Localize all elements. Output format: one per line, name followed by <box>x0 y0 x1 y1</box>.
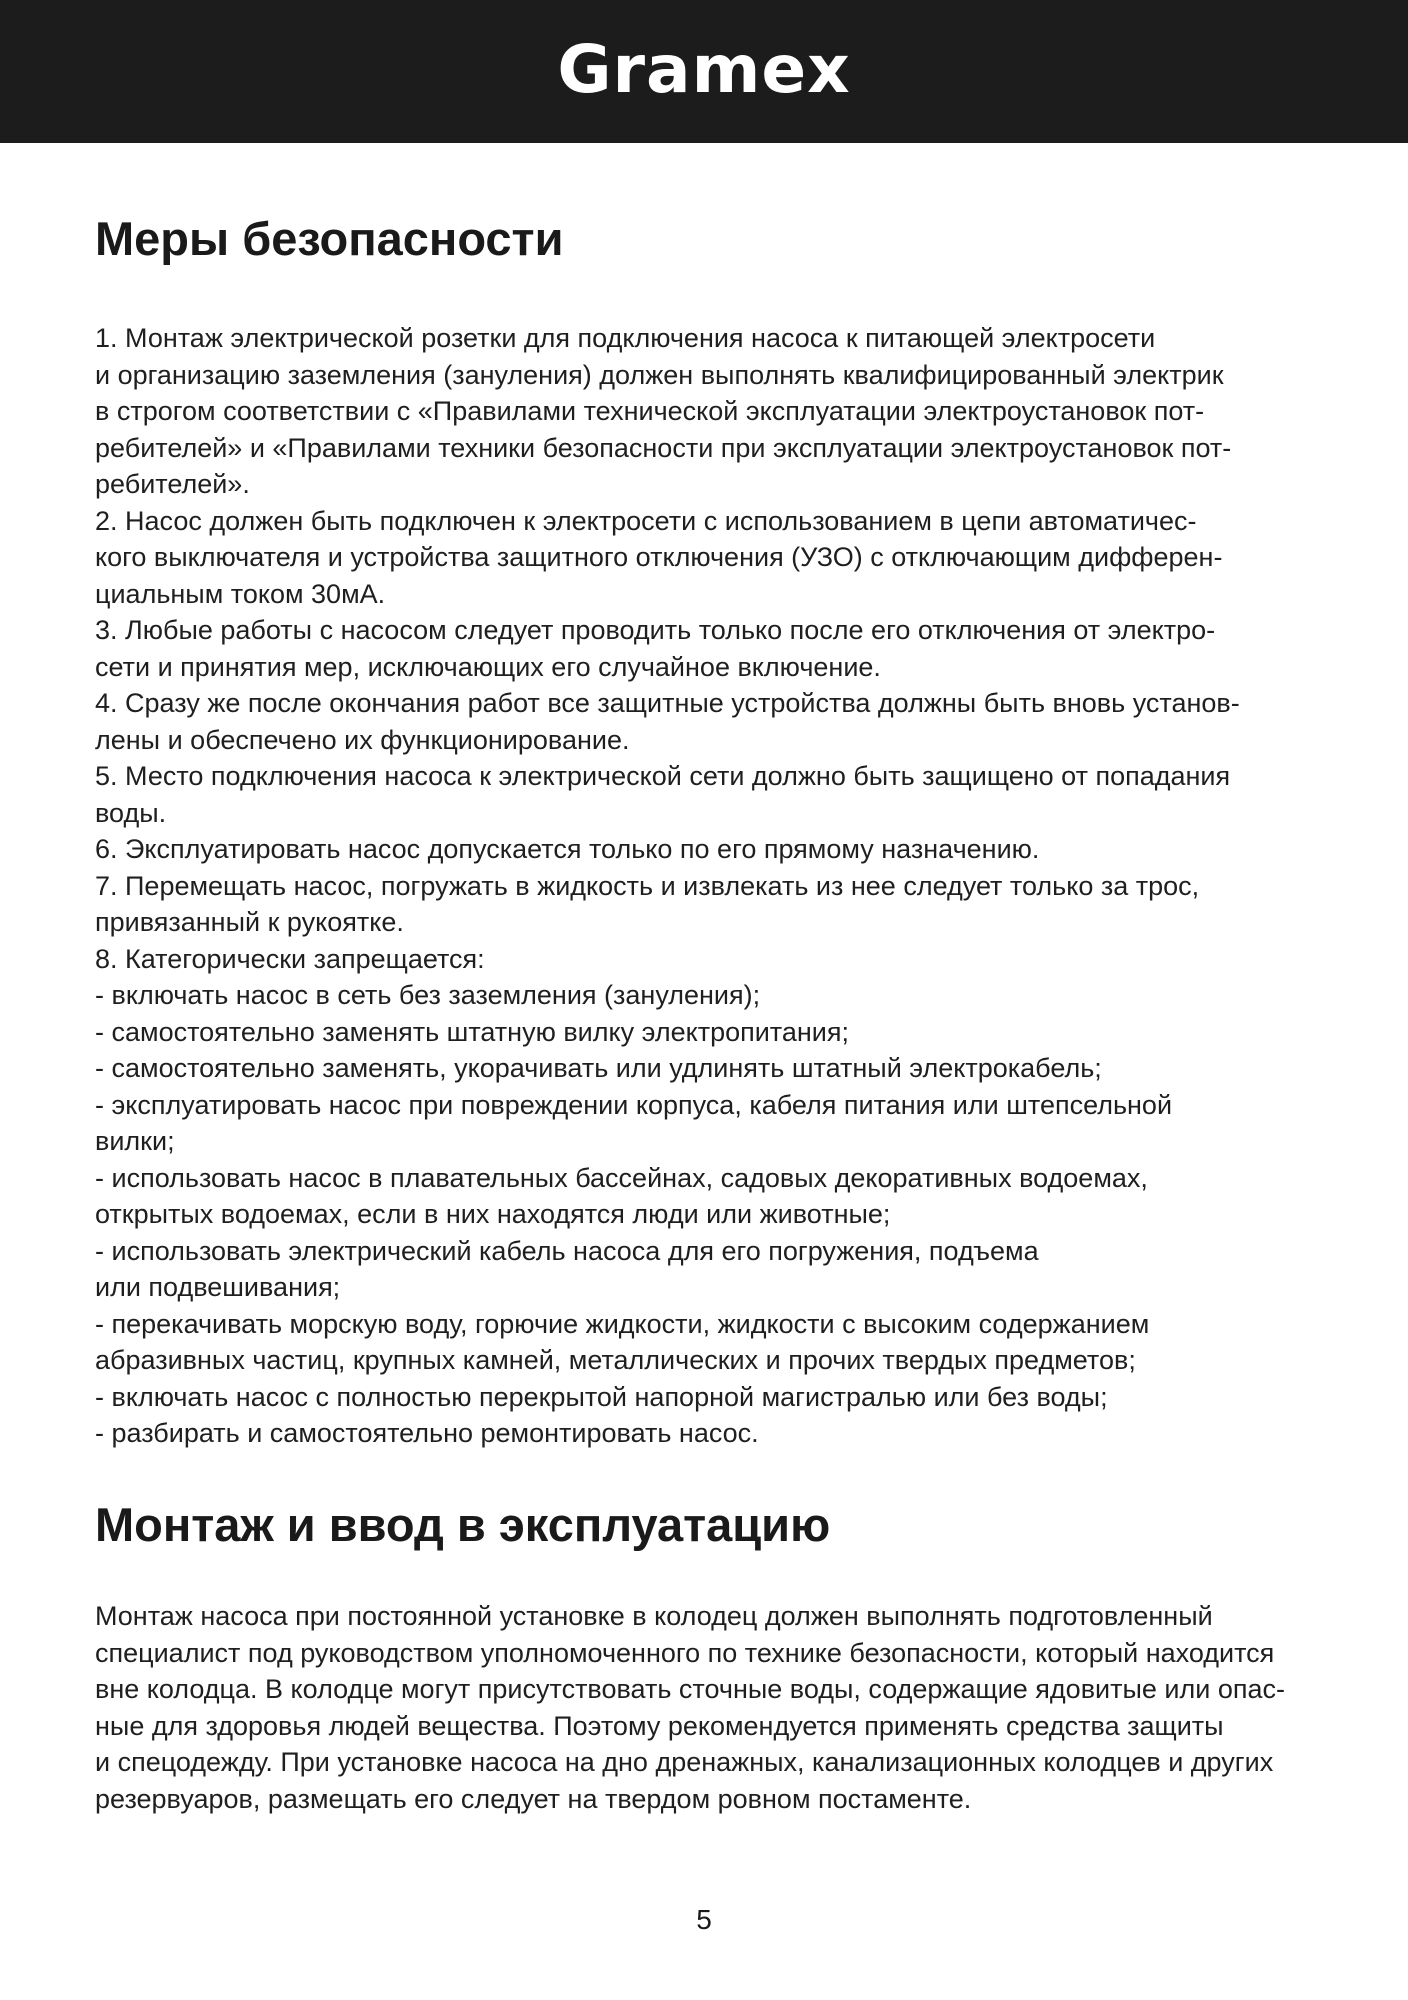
text-line: сети и принятия мер, исключающих его случайное включение. <box>95 651 881 682</box>
text-line: - использовать насос в плавательных бассейнах, садовых декоративных водоемах, <box>95 1162 1148 1193</box>
installation-section-title: Монтаж и ввод в эксплуатацию <box>95 1498 831 1551</box>
text-line: кого выключателя и устройства защитного отключения (УЗО) с отключающим дифферен- <box>95 542 1223 572</box>
text-line: 8. Категорически запрещается: <box>95 943 485 974</box>
safety-section-title: Меры безопасности <box>95 212 564 265</box>
text-line: - включать насос в сеть без заземления (зануления); <box>95 980 761 1010</box>
text-line: воды. <box>95 797 167 828</box>
text-line: и организацию заземления (зануления) должен выполнять квалифицированный электрик <box>95 359 1224 390</box>
page-number: 5 <box>696 1904 712 1935</box>
text-line: или подвешивания; <box>95 1272 341 1302</box>
text-line: 4. Сразу же после окончания работ все защитные устройства должны быть вновь установ- <box>95 688 1240 718</box>
text-line: привязанный к рукоятке. <box>95 907 404 937</box>
text-line: - эксплуатировать насос при повреждении корпуса, кабеля питания или штепсельной <box>95 1089 1173 1120</box>
text-line: вне колодца. В колодце могут присутствовать сточные воды, содержащие ядовитые или опас- <box>95 1674 1285 1704</box>
text-line: - разбирать и самостоятельно ремонтировать насос. <box>95 1418 759 1448</box>
gramex-logo: Gramex <box>557 31 851 108</box>
text-line: открытых водоемах, если в них находятся люди или животные; <box>95 1199 891 1229</box>
text-line: 6. Эксплуатировать насос допускается только по его прямому назначению. <box>95 834 1040 864</box>
text-line: ные для здоровья людей вещества. Поэтому рекомендуется применять средства защиты <box>95 1710 1224 1741</box>
text-line: специалист под руководством уполномоченного по технике безопасности, который находится <box>95 1637 1275 1668</box>
text-line: ребителей» и «Правилами техники безопасности при эксплуатации электроустановок пот- <box>95 432 1232 463</box>
text-line: 1. Монтаж электрической розетки для подключения насоса к питающей электросети <box>95 323 1156 353</box>
page-header <box>0 0 1408 143</box>
text-line: абразивных частиц, крупных камней, металлических и прочих твердых предметов; <box>95 1345 1136 1375</box>
text-line: и спецодежду. При установке насоса на дно дренажных, канализационных колодцев и других <box>95 1747 1274 1777</box>
text-line: - использовать электрический кабель насоса для его погружения, подъема <box>95 1235 1039 1266</box>
text-line: 5. Место подключения насоса к электрической сети должно быть защищено от попадания <box>95 761 1231 791</box>
text-line: - самостоятельно заменять штатную вилку электропитания; <box>95 1016 849 1047</box>
text-line: Монтаж насоса при постоянной установке в колодец должен выполнять подготовленный <box>95 1601 1213 1631</box>
text-line: - самостоятельно заменять, укорачивать или удлинять штатный электрокабель; <box>95 1053 1102 1083</box>
installation-text <box>95 1598 1355 1817</box>
safety-rules-text <box>95 320 1355 1452</box>
text-line: в строгом соответствии с «Правилами технической эксплуатации электроустановок пот- <box>95 396 1205 426</box>
text-line: ребителей». <box>95 469 250 499</box>
text-line: вилки; <box>95 1126 175 1156</box>
text-line: 7. Перемещать насос, погружать в жидкость и извлекать из нее следует только за трос, <box>95 870 1200 901</box>
text-line: 3. Любые работы с насосом следует проводить только после его отключения от электро- <box>95 615 1216 645</box>
text-line: резервуаров, размещать его следует на твердом ровном постаменте. <box>95 1783 972 1814</box>
text-line: - перекачивать морскую воду, горючие жидкости, жидкости с высоким содержанием <box>95 1308 1150 1339</box>
text-line: - включать насос с полностью перекрытой напорной магистралью или без воды; <box>95 1381 1108 1412</box>
text-line: лены и обеспечено их функционирование. <box>95 724 630 755</box>
text-line: 2. Насос должен быть подключен к электросети с использованием в цепи автоматичес- <box>95 505 1197 536</box>
text-line: циальным током 30мА. <box>95 578 386 609</box>
